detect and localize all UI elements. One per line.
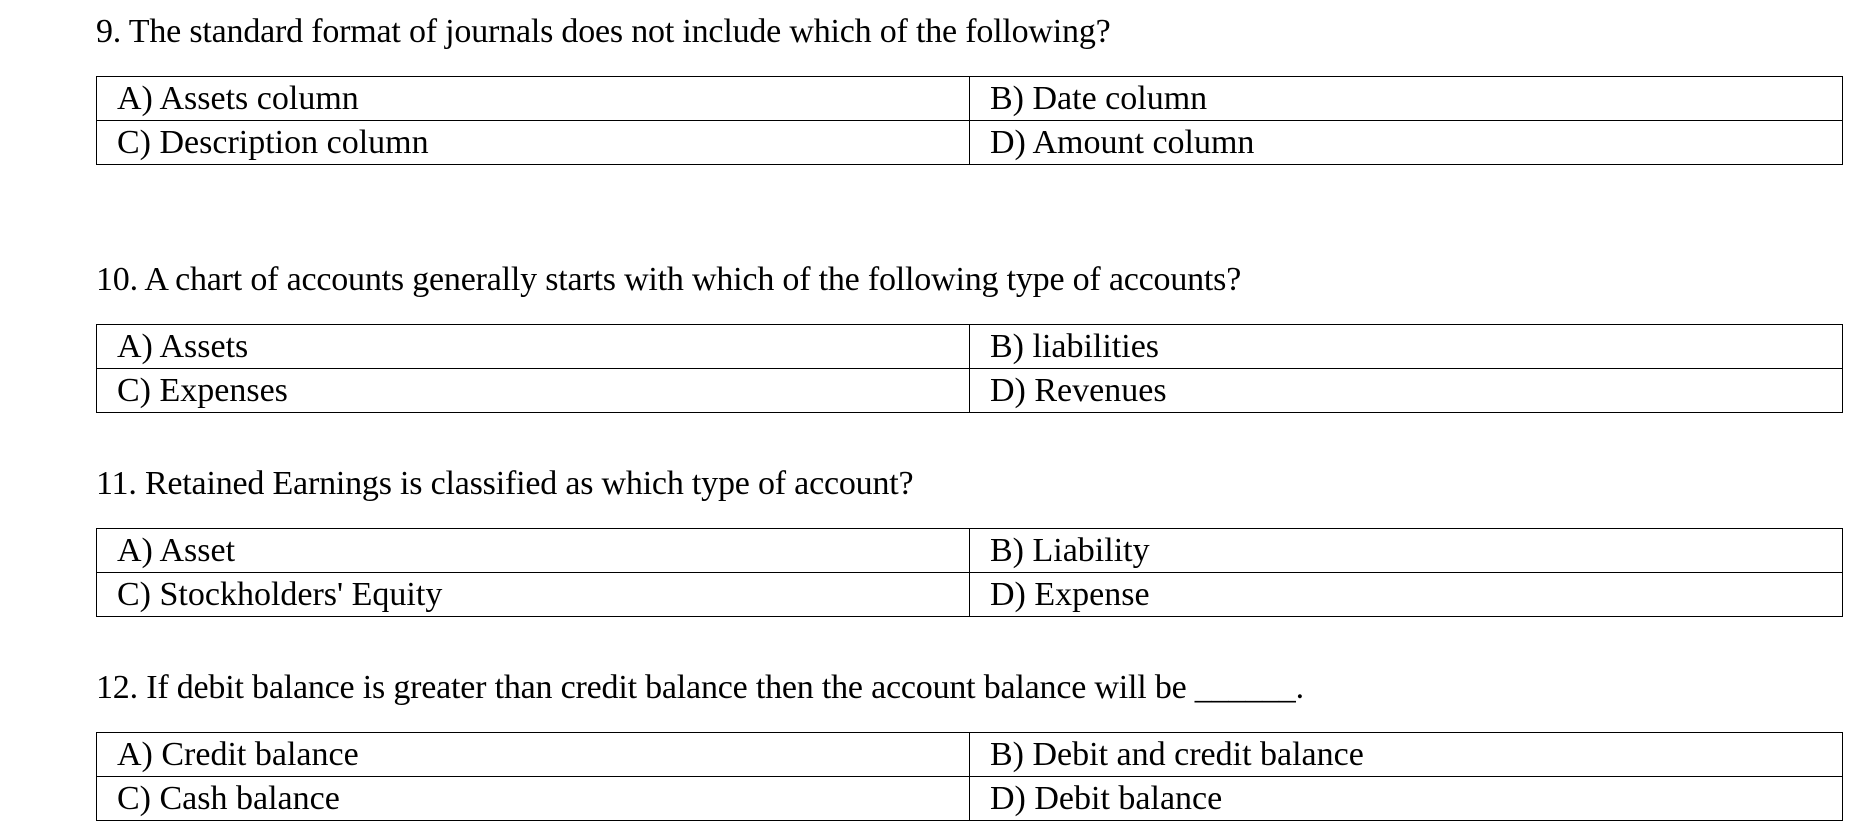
option-c[interactable]: C) Stockholders' Equity [97,573,970,617]
option-d[interactable]: D) Amount column [970,121,1843,165]
question-title: 11. Retained Earnings is classified as which type of account? [96,465,914,502]
options-row [97,77,1843,121]
options-row [97,369,1843,413]
options-table [96,324,1843,413]
option-a[interactable]: A) Credit balance [97,733,970,777]
question-title: 9. The standard format of journals does not include which of the following? [96,13,1111,50]
option-d[interactable]: D) Expense [970,573,1843,617]
options-table [96,528,1843,617]
option-b[interactable]: B) Date column [970,77,1843,121]
options-row [97,529,1843,573]
options-row [97,121,1843,165]
question-title: 12. If debit balance is greater than credit balance then the account balance will be ______. [96,669,1304,706]
question-12 [96,668,1800,817]
options-row [97,573,1843,617]
option-c[interactable]: C) Expenses [97,369,970,413]
options-row [97,733,1843,777]
option-c[interactable]: C) Description column [97,121,970,165]
option-b[interactable]: B) liabilities [970,325,1843,369]
options-table [96,732,1843,821]
question-11 [96,464,1800,613]
option-b[interactable]: B) Liability [970,529,1843,573]
question-title: 10. A chart of accounts generally starts with which of the following type of accounts? [96,261,1242,298]
option-a[interactable]: A) Assets column [97,77,970,121]
options-table [96,76,1843,165]
option-d[interactable]: D) Revenues [970,369,1843,413]
option-d[interactable]: D) Debit balance [970,777,1843,821]
options-row [97,777,1843,821]
options-row [97,325,1843,369]
option-a[interactable]: A) Asset [97,529,970,573]
option-c[interactable]: C) Cash balance [97,777,970,821]
question-10 [96,260,1800,409]
option-a[interactable]: A) Assets [97,325,970,369]
question-9 [96,12,1800,161]
option-b[interactable]: B) Debit and credit balance [970,733,1843,777]
